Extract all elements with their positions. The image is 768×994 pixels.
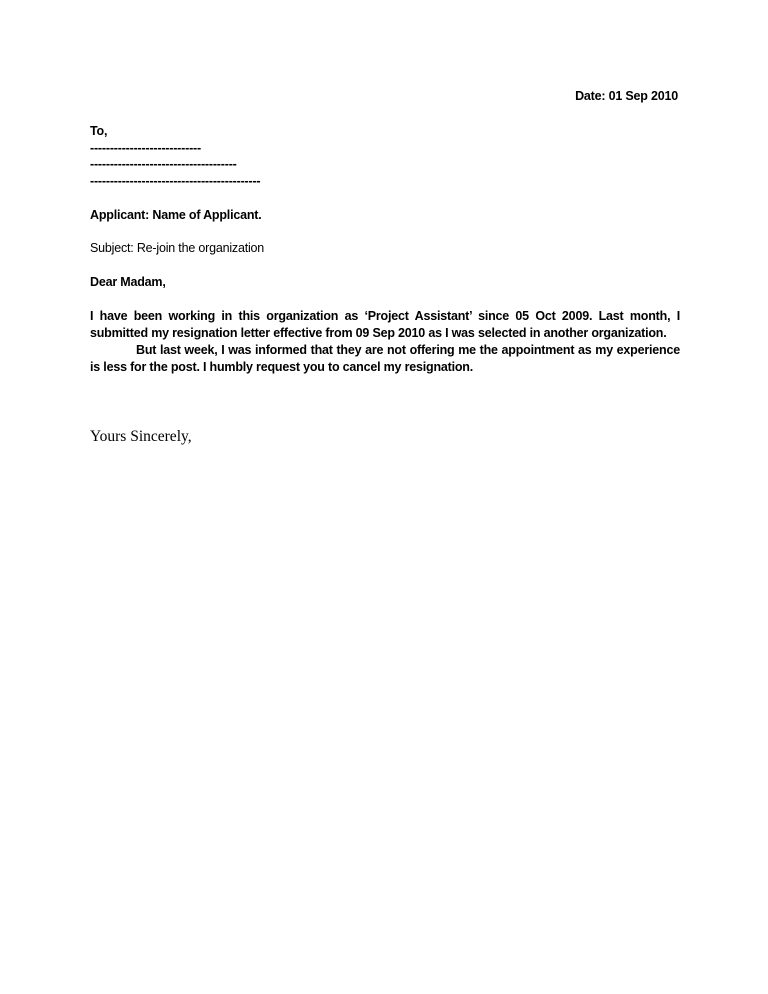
- address-line-3: -------------------------------------------: [90, 174, 261, 188]
- address-line-2: -------------------------------------: [90, 157, 237, 171]
- applicant-line: Applicant: Name of Applicant.: [90, 208, 262, 222]
- closing-line: Yours Sincerely,: [90, 428, 192, 445]
- body-paragraph-1: I have been working in this organization as ‘Project Assistant’ since 05 Oct 2009. Last month, I submitted my resignation letter effective from 09 Sep 2010 as I was selected in another organization.: [90, 309, 680, 340]
- letter-body: [90, 308, 680, 376]
- subject-line: Subject: Re-join the organization: [90, 241, 265, 255]
- address-line-1: ----------------------------: [90, 141, 201, 155]
- letter-date: Date: 01 Sep 2010: [575, 89, 678, 103]
- recipient-heading: To,: [90, 124, 108, 138]
- salutation: Dear Madam,: [90, 275, 166, 289]
- body-paragraph-2: But last week, I was informed that they are not offering me the appointment as my experience is less for the post. I humbly request you to cancel my resignation.: [90, 343, 680, 374]
